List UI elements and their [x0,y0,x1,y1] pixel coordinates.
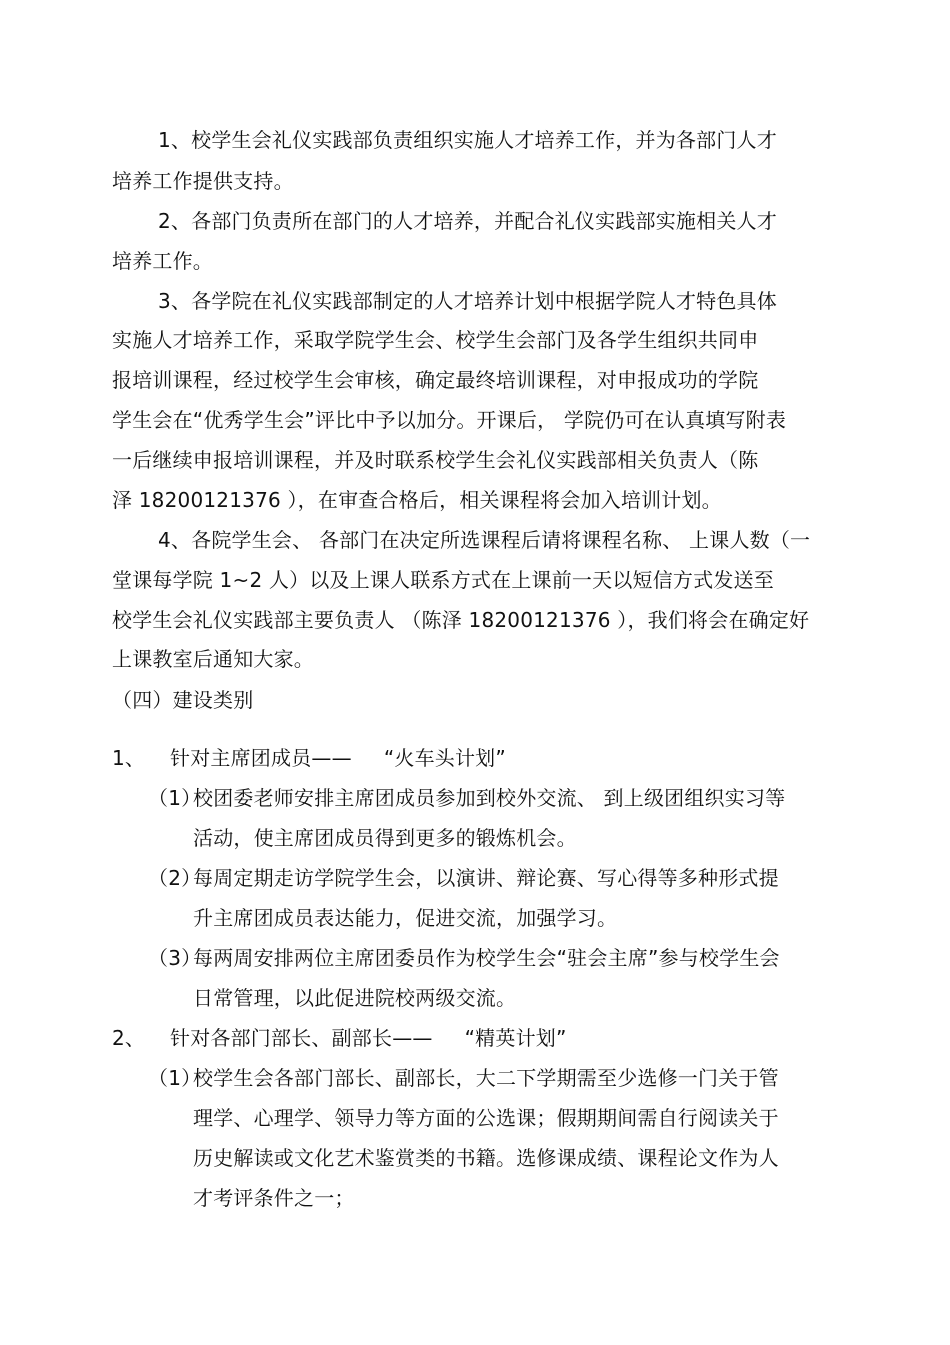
sub-item-1-1-line-2: 活动，使主席团成员得到更多的锻炼机会。 [193,826,577,850]
paragraph-4-line-1: 4、各院学生会、 各部门在决定所选课程后请将课程名称、 上课人数（一 [158,528,811,552]
sub-item-2-1-line-3: 历史解读或文化艺术鉴赏类的书籍。选修课成绩、课程论文作为人 [193,1146,779,1170]
sub-item-1-1-mark: （1） [148,786,202,810]
sub-item-1-2-line-1: 每周定期走访学院学生会，以演讲、辩论赛、写心得等多种形式提 [193,866,779,890]
sub-item-1-3-mark: （3） [148,946,202,970]
sub-item-1-1-line-1: 校团委老师安排主席团成员参加到校外交流、 到上级团组织实习等 [193,786,786,810]
paragraph-2-line-1: 2、各部门负责所在部门的人才培养，并配合礼仪实践部实施相关人才 [158,209,777,233]
list-item-2-number: 2、 [112,1026,146,1050]
paragraph-4-line-2: 堂课每学院 1~2 人）以及上课人联系方式在上课前一天以短信方式发送至 [112,568,774,592]
list-item-1-plan: “火车头计划” [383,746,506,770]
paragraph-1-line-1: 1、校学生会礼仪实践部负责组织实施人才培养工作，并为各部门人才 [158,128,777,152]
sub-item-2-1-line-2: 理学、心理学、领导力等方面的公选课；假期期间需自行阅读关于 [193,1106,779,1130]
paragraph-3-line-4: 学生会在“优秀学生会”评比中予以加分。开课后， 学院仍可在认真填写附表 [112,408,787,432]
section-heading: （四）建设类别 [112,688,254,712]
paragraph-3-line-6: 泽 18200121376 ），在审查合格后，相关课程将会加入培训计划。 [112,488,722,512]
paragraph-3-line-1: 3、各学院在礼仪实践部制定的人才培养计划中根据学院人才特色具体 [158,289,777,313]
sub-item-1-2-line-2: 升主席团成员表达能力，促进交流，加强学习。 [193,906,618,930]
paragraph-4-line-4: 上课教室后通知大家。 [112,647,314,671]
list-item-2-title: 针对各部门部长、副部长—— [170,1026,433,1050]
list-item-2-plan: “精英计划” [464,1026,567,1050]
paragraph-3-line-3: 报培训课程，经过校学生会审核，确定最终培训课程，对申报成功的学院 [112,368,759,392]
list-item-1-number: 1、 [112,746,146,770]
sub-item-2-1-line-1: 校学生会各部门部长、副部长，大二下学期需至少选修一门关于管 [193,1066,779,1090]
list-item-1-title: 针对主席团成员—— [170,746,352,770]
sub-item-1-2-mark: （2） [148,866,202,890]
paragraph-3-line-5: 一后继续申报培训课程，并及时联系校学生会礼仪实践部相关负责人（陈 [112,448,759,472]
paragraph-4-line-3: 校学生会礼仪实践部主要负责人 （陈泽 18200121376 ），我们将会在确定好 [112,608,810,632]
paragraph-2-line-2: 培养工作。 [112,249,213,273]
list-item-1-heading [170,745,506,771]
list-item-2-heading [170,1025,567,1051]
sub-item-2-1-line-4: 才考评条件之一； [193,1186,355,1210]
sub-item-1-3-line-2: 日常管理，以此促进院校两级交流。 [193,986,517,1010]
sub-item-1-3-line-1: 每两周安排两位主席团委员作为校学生会“驻会主席”参与校学生会 [193,946,780,970]
paragraph-3-line-2: 实施人才培养工作，采取学院学生会、校学生会部门及各学生组织共同申 [112,328,759,352]
sub-item-2-1-mark: （1） [148,1066,202,1090]
paragraph-1-line-2: 培养工作提供支持。 [112,169,294,193]
